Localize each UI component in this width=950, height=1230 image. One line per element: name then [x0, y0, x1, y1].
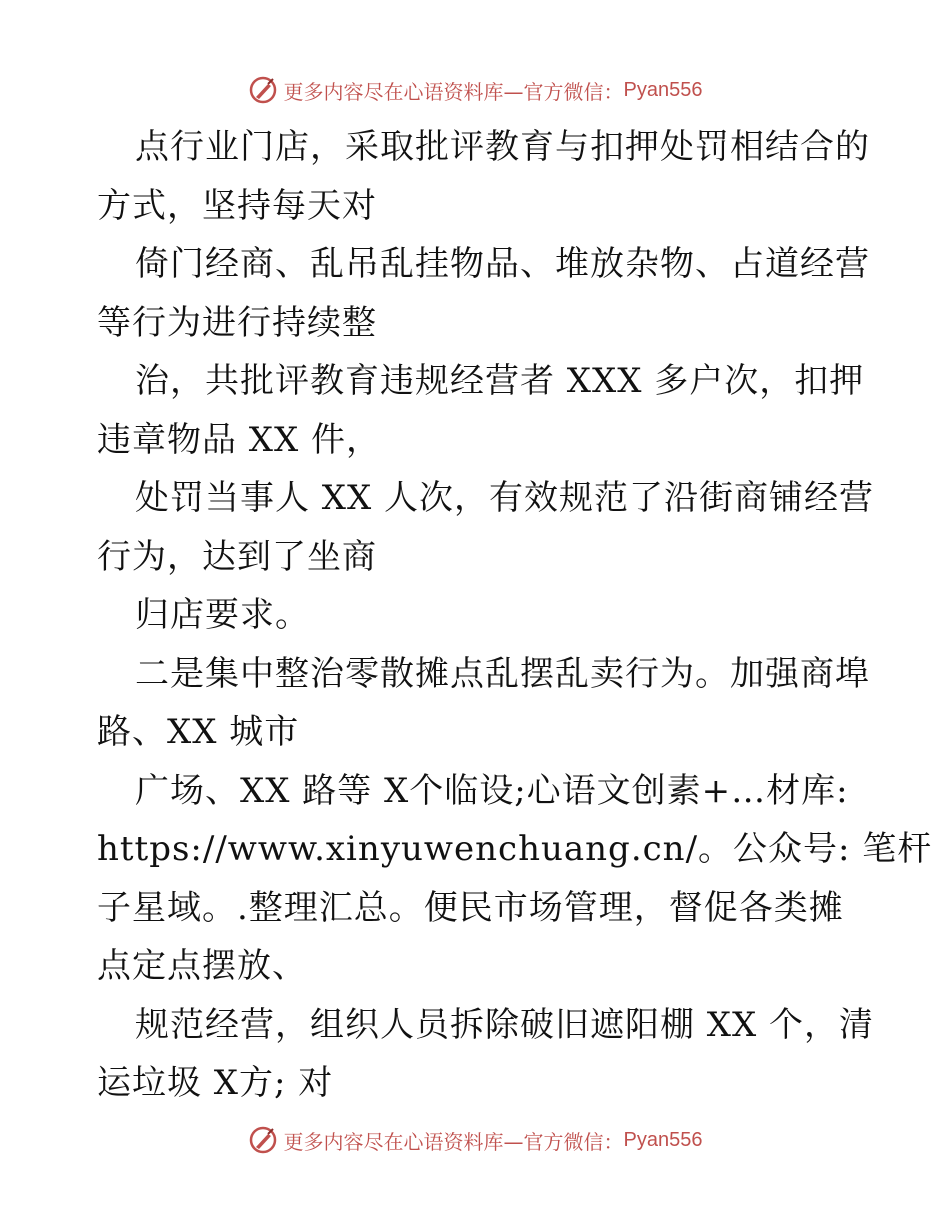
- body-line: 行为，达到了坐商: [97, 536, 377, 577]
- body-line: 路、XX 城市: [97, 712, 300, 752]
- body-line: 违章物品 XX 件，: [97, 419, 382, 460]
- body-line: 点行业门店，采取批评教育与扣押处罚相结合的: [135, 127, 870, 167]
- body-line: 子星域。.整理汇总。便民市场管理，督促各类摊: [97, 887, 844, 928]
- body-line: 归店要求。: [135, 595, 310, 635]
- body-line: 广场、XX 路等 X个临设;心语文创素+…材库:: [135, 770, 849, 811]
- body-line: 运垃圾 X方; 对: [97, 1063, 334, 1103]
- quill-pen-icon: [248, 1125, 278, 1155]
- body-line: 点定点摆放、: [97, 946, 307, 986]
- footer-watermark: [0, 1120, 950, 1160]
- body-line: 等行为进行持续整: [97, 302, 377, 343]
- watermark-text: 更多内容尽在心语资料库—官方微信：: [283, 1129, 624, 1154]
- quill-pen-icon: [248, 75, 278, 105]
- header-watermark: [0, 70, 950, 110]
- watermark-text: 更多内容尽在心语资料库—官方微信：: [283, 79, 624, 104]
- body-line: 治，共批评教育违规经营者 XXX 多户次，扣押: [135, 361, 865, 401]
- body-line: 规范经营，组织人员拆除破旧遮阳棚 XX 个，清: [135, 1004, 875, 1045]
- body-line: 处罚当事人 XX 人次，有效规范了沿街商铺经营: [135, 478, 875, 518]
- body-line: 二是集中整治零散摊点乱摆乱卖行为。加强商埠: [135, 653, 870, 694]
- body-line: 方式，坚持每天对: [97, 185, 377, 226]
- watermark-contact: Pyan556: [623, 1128, 703, 1151]
- watermark-contact: Pyan556: [623, 78, 703, 101]
- body-line: https://www.xinyuwenchuang.cn/。公众号: 笔杆: [97, 829, 933, 869]
- document-body: [97, 118, 933, 1113]
- body-line: 倚门经商、乱吊乱挂物品、堆放杂物、占道经营: [135, 244, 870, 284]
